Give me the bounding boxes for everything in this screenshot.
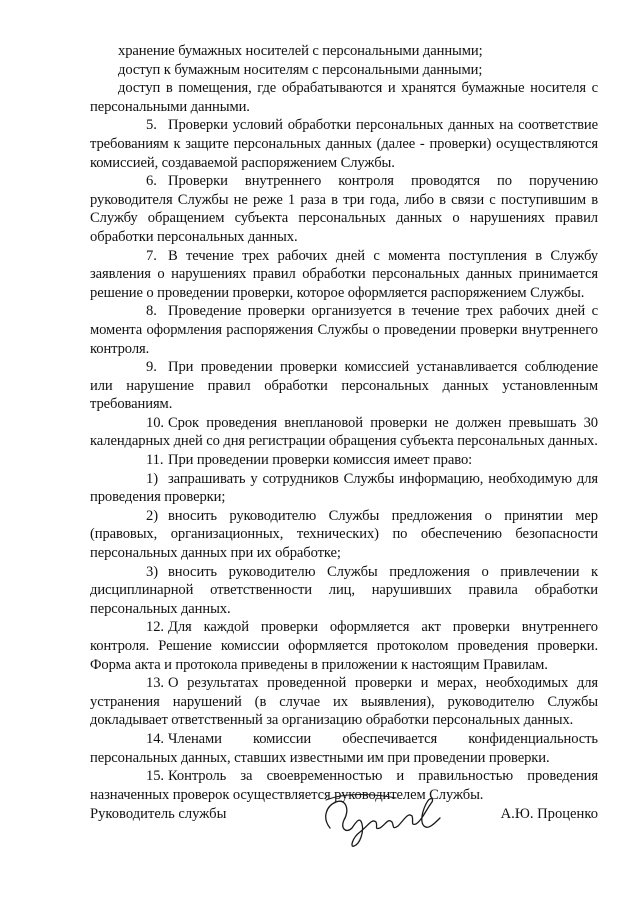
paragraph bbox=[90, 618, 598, 674]
handwritten-signature bbox=[316, 788, 456, 852]
paragraph-text: В течение трех рабочих дней с момента поступления в Службу заявления о нарушениях правил обработки персональных данных принимается решение о проведении проверки, которое оформляется распоряжением Службы. bbox=[90, 247, 598, 301]
paragraph bbox=[90, 116, 598, 172]
paragraph-text: запрашивать у сотрудников Службы информацию, необходимую для проведения проверки; bbox=[90, 470, 598, 506]
paragraph bbox=[90, 451, 598, 470]
paragraph bbox=[90, 247, 598, 303]
paragraph-text: хранение бумажных носителей с персональными данными; bbox=[118, 43, 483, 59]
paragraph-text: доступ в помещения, где обрабатываются и хранятся бумажные носителя с персональными данными. bbox=[90, 80, 598, 115]
paragraph-text: Контроль за своевременностью и правильностью проведения назначенных проверок осуществляется руководителем Службы. bbox=[90, 768, 598, 803]
paragraph-number: 12. bbox=[146, 619, 164, 636]
paragraph-number: 11. bbox=[146, 452, 164, 469]
paragraph-text: При проведении проверки комиссией устанавливается соблюдение или нарушение правил обработки персональных данных установленным требованиям. bbox=[90, 359, 598, 413]
paragraph bbox=[90, 42, 598, 61]
paragraph-text: Членами комиссии обеспечивается конфиденциальность персональных данных, ставших известными им при проведении проверки. bbox=[90, 730, 598, 766]
paragraph bbox=[90, 358, 598, 414]
paragraph-number: 14. bbox=[146, 730, 164, 747]
paragraph-text: Для каждой проверки оформляется акт проверки внутреннего контроля. Решение комиссии оформляется протоколом проведения проверки. Форма акта и протокола приведены в приложении к настоящим Правилам. bbox=[90, 619, 598, 673]
paragraph-number: 1) bbox=[146, 470, 158, 487]
paragraph-text: вносить руководителю Службы предложения о принятии мер (правовых, организационных, технических) по обеспечению безопасности персональных данных при их обработке; bbox=[90, 507, 598, 562]
paragraph bbox=[90, 674, 598, 730]
paragraph bbox=[90, 302, 598, 358]
paragraph-text: О результатах проведенной проверки и мерах, необходимых для устранения нарушений (в случае их выявления), руководителю Службы докладывает ответственный за организацию обработки персональных данных. bbox=[90, 675, 598, 729]
paragraph bbox=[90, 79, 598, 116]
paragraph-number: 3) bbox=[146, 563, 158, 580]
signatory-name: А.Ю. Проценко bbox=[500, 806, 598, 822]
signatory-role: Руководитель службы bbox=[90, 806, 227, 822]
document-body bbox=[90, 42, 598, 804]
paragraph-text: Проверки условий обработки персональных данных на соответствие требованиям к защите персональных данных (далее - проверки) осуществляются комиссией, создаваемой распоряжением Службы. bbox=[90, 117, 598, 171]
paragraph-number: 15. bbox=[146, 768, 164, 785]
paragraph-text: При проведении проверки комиссия имеет право: bbox=[168, 452, 473, 469]
paragraph bbox=[90, 61, 598, 80]
paragraph bbox=[90, 414, 598, 451]
paragraph bbox=[90, 563, 598, 619]
paragraph-number: 9. bbox=[146, 359, 157, 376]
paragraph-text: Срок проведения внеплановой проверки не должен превышать 30 календарных дней со дня регистрации обращения субъекта персональных данных. bbox=[90, 414, 598, 450]
paragraph-number: 8. bbox=[146, 303, 157, 320]
paragraph-text: вносить руководителю Службы предложения о привлечении к дисциплинарной ответственности лиц, нарушивших правила обработки персональных данных. bbox=[90, 563, 598, 617]
paragraph-text: Проведение проверки организуется в течение трех рабочих дней с момента оформления распоряжения Службы о проведении проверки внутреннего контроля. bbox=[90, 303, 598, 357]
paragraph-number: 2) bbox=[146, 507, 158, 524]
paragraph-number: 7. bbox=[146, 247, 157, 264]
signature-block bbox=[90, 798, 598, 858]
paragraph-number: 13. bbox=[146, 675, 164, 692]
paragraph-text: доступ к бумажным носителям с персональными данными; bbox=[118, 61, 483, 78]
paragraph-text: Проверки внутреннего контроля проводятся по поручению руководителя Службы не реже 1 раза в три года, либо в связи с поступившим в Службу обращением субъекта персональных данных о нарушениях правил обработки персональных данных. bbox=[90, 173, 598, 245]
paragraph bbox=[90, 470, 598, 507]
paragraph bbox=[90, 507, 598, 563]
paragraph-number: 5. bbox=[146, 117, 157, 134]
paragraph bbox=[90, 730, 598, 767]
paragraph bbox=[90, 172, 598, 246]
paragraph-number: 10. bbox=[146, 414, 164, 431]
paragraph-number: 6. bbox=[146, 173, 157, 190]
